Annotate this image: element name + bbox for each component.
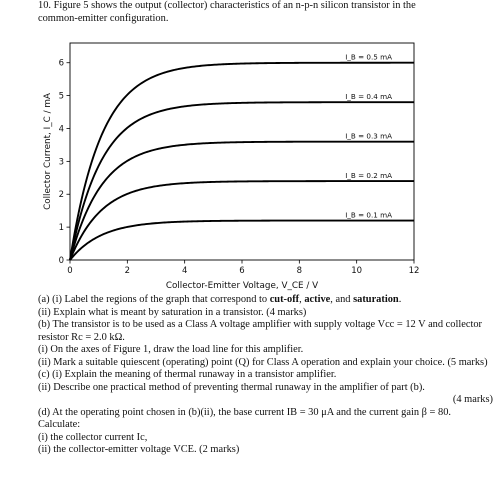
question-b: (b) The transistor is to be used as a Class A voltage amplifier with supply voltage Vcc = 12 V and collector resistor Rc = 2.0 kΩ. <box>38 319 483 343</box>
curve-label-ib-3: I_B = 0.3 mA <box>345 131 393 141</box>
x-axis-label: Collector-Emitter Voltage, V_CE / V <box>165 281 319 291</box>
y-tick-label: 3 <box>58 157 64 168</box>
question-list <box>38 294 493 457</box>
curve-label-ib-1: I_B = 0.1 mA <box>345 210 393 220</box>
y-tick-label: 0 <box>58 256 64 266</box>
y-tick-label: 1 <box>58 223 64 234</box>
intro-line-1: 10. Figure 5 shows the output (collector) characteristics of an n-p-n silicon transistor in the <box>38 0 416 11</box>
y-tick-label: 5 <box>58 91 64 102</box>
question-a-i: (a) (i) Label the regions of the graph that correspond to cut-off, active, and saturation. <box>38 294 402 305</box>
y-tick-label: 2 <box>58 190 64 201</box>
question-c-i: (c) (i) Explain the meaning of thermal runaway in a transistor amplifier. <box>38 369 337 380</box>
calculate-label: Calculate: <box>38 419 81 430</box>
curve-label-ib-5: I_B = 0.5 mA <box>345 52 393 62</box>
x-tick-label: 6 <box>239 266 245 276</box>
x-tick-label: 12 <box>408 266 420 276</box>
curve-label-ib-2: I_B = 0.2 mA <box>345 171 393 181</box>
question-c-marks: (4 marks) <box>452 394 493 405</box>
intro-line-2: common-emitter configuration. <box>38 12 169 24</box>
y-tick-label: 4 <box>58 124 64 135</box>
x-tick-label: 0 <box>67 266 73 276</box>
question-b-ii: (ii) Mark a suitable quiescent (operating) point (Q) for Class A operation and explain your choice. (5 marks) <box>38 356 488 368</box>
y-tick-label: 6 <box>58 58 64 69</box>
x-tick-label: 4 <box>181 266 188 276</box>
question-d-ii: (ii) the collector-emitter voltage VCE. (2 marks) <box>38 444 240 455</box>
curve-ib-3 <box>70 142 414 260</box>
y-axis-label: Collector Current, I_C / mA <box>43 93 53 210</box>
question-a-ii: (ii) Explain what is meant by saturation in a transistor. (4 marks) <box>38 306 307 318</box>
question-d-i: (i) the collector current Ic, <box>38 431 148 443</box>
question-d: (d) At the operating point chosen in (b)(ii), the base current IB = 30 μA and the current gain β = 80. <box>38 406 451 418</box>
x-tick-label: 2 <box>124 266 131 276</box>
curve-label-ib-4: I_B = 0.4 mA <box>345 92 393 102</box>
x-tick-label: 10 <box>351 266 363 276</box>
curve-ib-1 <box>70 221 414 260</box>
x-tick-label: 8 <box>296 266 303 276</box>
question-c-ii: (ii) Describe one practical method of preventing thermal runaway in the amplifier of part (b). <box>38 381 425 393</box>
question-b-i: (i) On the axes of Figure 1, draw the load line for this amplifier. <box>38 344 304 355</box>
